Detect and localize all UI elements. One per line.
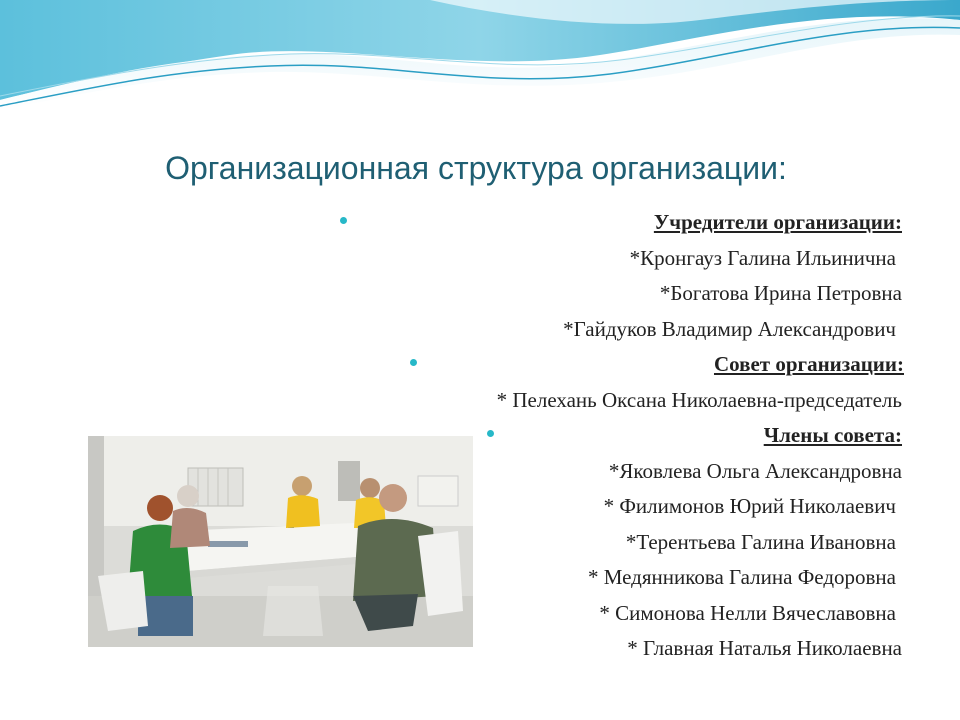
meeting-photo bbox=[88, 436, 473, 647]
list-item: * Филимонов Юрий Николаевич bbox=[603, 494, 896, 518]
list-item: * Симонова Нелли Вячеславовна bbox=[599, 600, 896, 625]
list-item: *Яковлева Ольга Александровна bbox=[608, 458, 902, 483]
slide-title: Организационная структура организации: bbox=[165, 150, 787, 186]
list-item: *Кронгауз Галина Ильинична bbox=[629, 245, 896, 270]
list-item: * Пелехань Оксана Николаевна-председатель bbox=[496, 387, 902, 412]
list-item: * Главная Наталья Николаевна bbox=[627, 636, 902, 660]
section-heading-council: Совет организации: bbox=[362, 347, 902, 383]
bullet-dot-icon bbox=[487, 430, 494, 437]
list-item: *Гайдуков Владимир Александрович bbox=[563, 316, 896, 341]
decorative-wave-banner bbox=[0, 0, 960, 130]
section-heading-members: Члены совета: bbox=[362, 418, 902, 454]
section-heading-founders: Учредители организации: bbox=[362, 205, 902, 241]
bullet-dot-icon bbox=[340, 217, 347, 224]
list-item: *Терентьева Галина Ивановна bbox=[625, 529, 896, 554]
bullet-dot-icon bbox=[410, 359, 417, 366]
list-item: *Богатова Ирина Петровна bbox=[659, 281, 902, 305]
list-item: * Медянникова Галина Федоровна bbox=[587, 565, 896, 589]
